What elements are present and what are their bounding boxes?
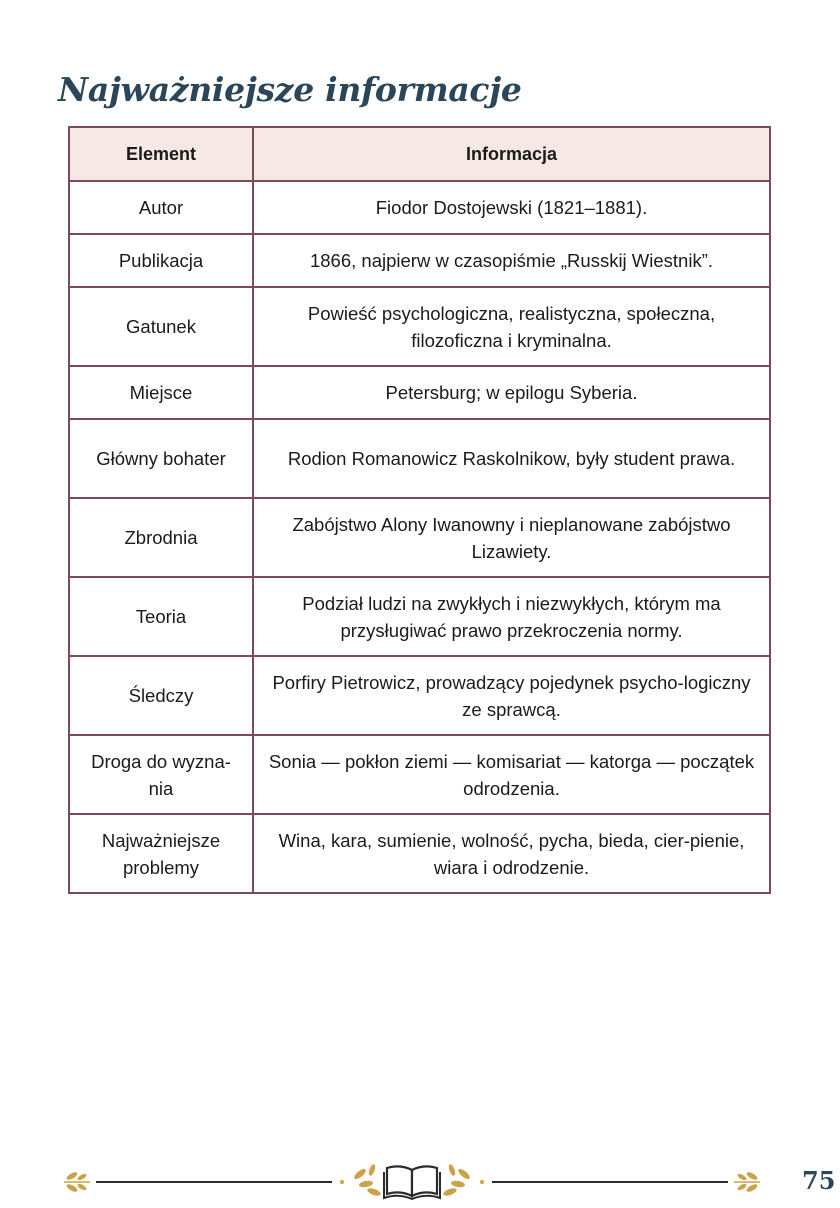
table-row	[69, 735, 770, 814]
row-element: Droga do wyzna-nia	[69, 735, 253, 814]
row-element: Śledczy	[69, 656, 253, 735]
row-info: Powieść psychologiczna, realistyczna, społeczna, filozoficzna i kryminalna.	[253, 287, 770, 366]
row-info: Podział ludzi na zwykłych i niezwykłych, którym ma przysługiwać prawo przekroczenia normy.	[253, 577, 770, 656]
row-info: Porfiry Pietrowicz, prowadzący pojedynek psycho-logiczny ze sprawcą.	[253, 656, 770, 735]
table-row	[69, 814, 770, 893]
table-row	[69, 419, 770, 498]
table-header-row	[69, 127, 770, 181]
row-element: Miejsce	[69, 366, 253, 419]
row-info: Rodion Romanowicz Raskolnikow, były student prawa.	[253, 419, 770, 498]
footer-ornament	[60, 1156, 765, 1202]
table-row	[69, 234, 770, 287]
row-info: Petersburg; w epilogu Syberia.	[253, 366, 770, 419]
row-info: 1866, najpierw w czasopiśmie „Russkij Wiestnik”.	[253, 234, 770, 287]
table-row	[69, 366, 770, 419]
row-info: Fiodor Dostojewski (1821–1881).	[253, 181, 770, 234]
page-title: Najważniejsze informacje	[58, 70, 522, 109]
table-row	[69, 181, 770, 234]
row-element: Najważniejsze problemy	[69, 814, 253, 893]
laurel-left-icon	[353, 1163, 382, 1197]
row-info: Sonia — pokłon ziemi — komisariat — katorga — początek odrodzenia.	[253, 735, 770, 814]
info-table	[68, 126, 771, 894]
open-book-icon	[384, 1166, 440, 1199]
row-element: Zbrodnia	[69, 498, 253, 577]
table-row	[69, 287, 770, 366]
row-info: Zabójstwo Alony Iwanowny i nieplanowane zabójstwo Lizawiety.	[253, 498, 770, 577]
table-row	[69, 498, 770, 577]
page-number: 75	[802, 1166, 836, 1195]
header-element: Element	[69, 127, 253, 181]
row-info: Wina, kara, sumienie, wolność, pycha, bieda, cier-pienie, wiara i odrodzenie.	[253, 814, 770, 893]
row-element: Autor	[69, 181, 253, 234]
row-element: Teoria	[69, 577, 253, 656]
row-element: Główny bohater	[69, 419, 253, 498]
header-info: Informacja	[253, 127, 770, 181]
row-element: Publikacja	[69, 234, 253, 287]
left-leaf-icon	[64, 1171, 90, 1194]
table-row	[69, 656, 770, 735]
row-element: Gatunek	[69, 287, 253, 366]
table-row	[69, 577, 770, 656]
right-leaf-icon	[734, 1171, 760, 1194]
laurel-right-icon	[442, 1163, 471, 1197]
